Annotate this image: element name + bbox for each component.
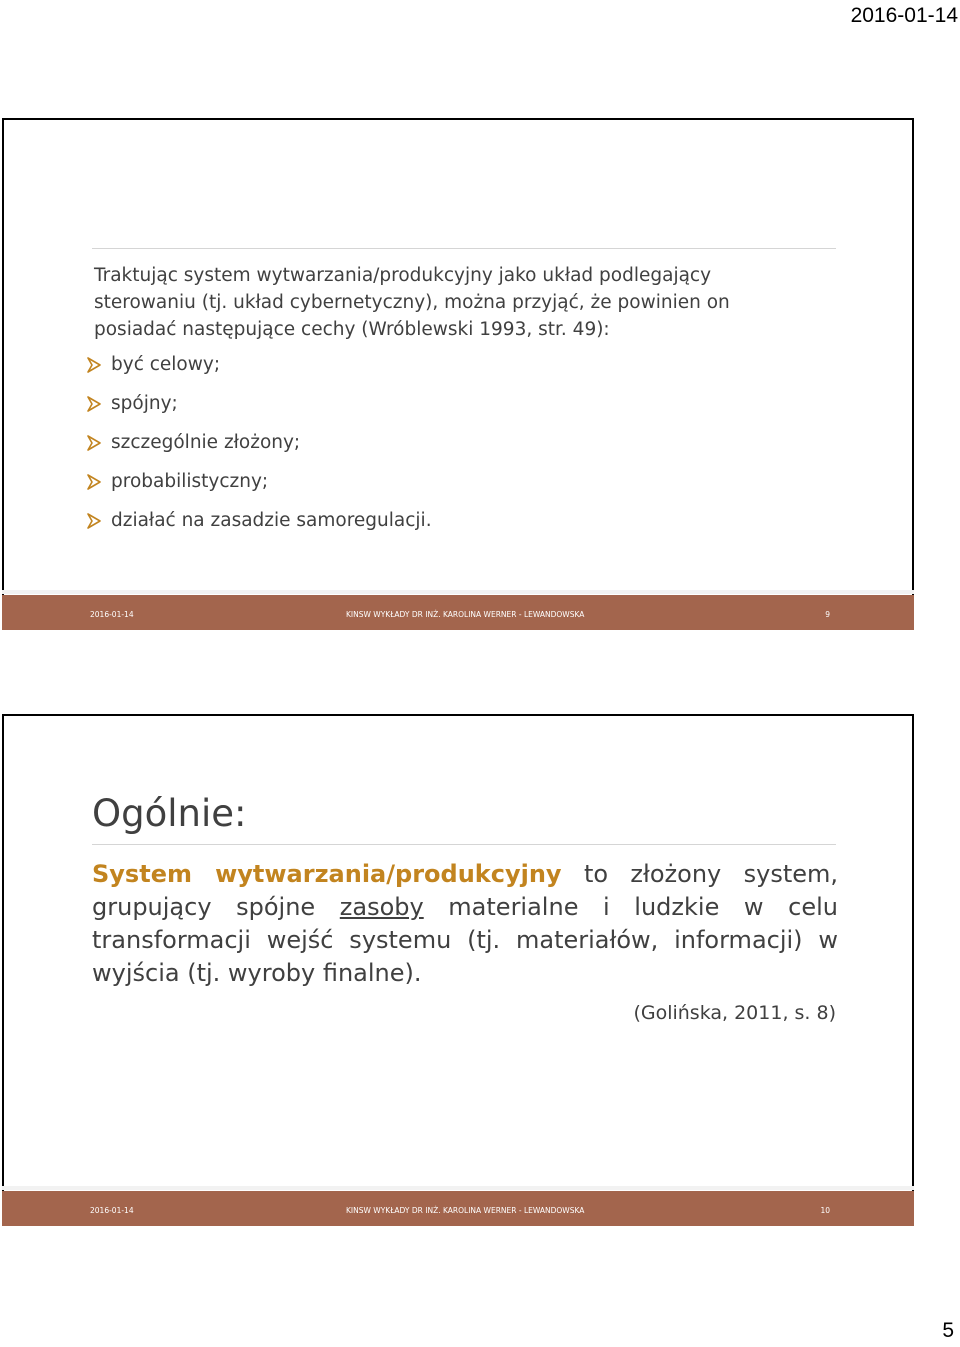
title-divider <box>92 844 836 845</box>
intro-text: Traktując system wytwarzania/produkcyjny jako układ podlegający sterowaniu (tj. układ cybernetyczny), można przyjąć, że powinien on posiadać następujące cechy (Wróblewski 1993, str. 49): <box>94 265 730 340</box>
list-item-label: spójny; <box>111 393 178 414</box>
arrow-bullet-icon <box>86 513 102 529</box>
definition-text <box>92 858 838 990</box>
footer-divider <box>2 590 914 594</box>
list-item <box>86 501 432 540</box>
slide-9 <box>2 118 914 630</box>
arrow-bullet-icon <box>86 396 102 412</box>
list-item <box>86 462 432 501</box>
list-item-label: probabilistyczny; <box>111 471 269 492</box>
definition-term: System wytwarzania/produkcyjny <box>92 860 562 888</box>
title-divider <box>92 248 836 249</box>
slide-footer <box>2 595 914 630</box>
slide-number: 10 <box>820 1206 830 1215</box>
arrow-bullet-icon <box>86 357 102 373</box>
definition-part: to złożony system, grupujący spójne <box>92 860 838 921</box>
list-item-label: działać na zasadzie samoregulacji. <box>111 510 432 531</box>
list-item <box>86 384 432 423</box>
arrow-bullet-icon <box>86 435 102 451</box>
definition-part: materialne i ludzkie w celu transformacji wejść systemu (tj. materiałów, informacji) w wyjścia (tj. wyroby finalne). <box>92 893 838 987</box>
arrow-bullet-icon <box>86 474 102 490</box>
resources-link[interactable]: zasoby <box>339 893 424 921</box>
footer-author: KINSW WYKŁADY DR INŻ. KAROLINA WERNER - LEWANDOWSKA <box>346 1206 585 1215</box>
footer-date: 2016-01-14 <box>90 1206 134 1215</box>
footer-author: KINSW WYKŁADY DR INŻ. KAROLINA WERNER - LEWANDOWSKA <box>346 610 585 619</box>
list-item-label: być celowy; <box>111 354 221 375</box>
slide-number: 9 <box>825 610 830 619</box>
feature-list <box>86 345 432 540</box>
page-date: 2016-01-14 <box>850 4 958 27</box>
list-item-label: szczególnie złożony; <box>111 432 301 453</box>
citation: (Golińska, 2011, s. 8) <box>633 1002 836 1024</box>
page-number: 5 <box>942 1319 954 1342</box>
list-item <box>86 345 432 384</box>
slide-10 <box>2 714 914 1226</box>
footer-date: 2016-01-14 <box>90 610 134 619</box>
list-item <box>86 423 432 462</box>
slide-footer <box>2 1191 914 1226</box>
footer-divider <box>2 1186 914 1190</box>
slide-title: Ogólnie: <box>92 792 247 835</box>
